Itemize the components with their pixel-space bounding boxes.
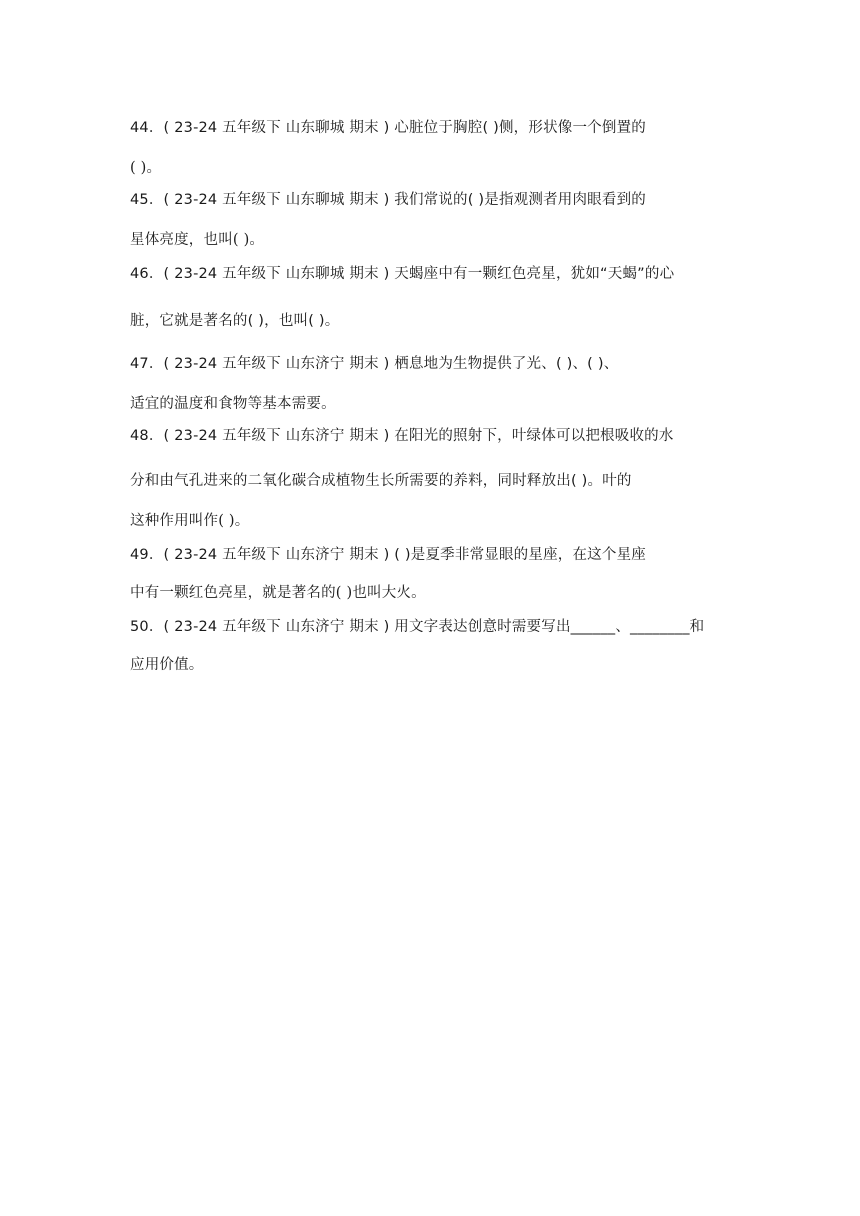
question-49-line-2: 中有一颗红色亮星，就是著名的( )也叫大火。 <box>130 585 426 601</box>
question-45-line-1: 45．( 23-24 五年级下 山东聊城 期末 ) 我们常说的( )是指观测者用肉眼看到的 <box>130 192 646 208</box>
question-48-line-3: 这种作用叫作( )。 <box>130 513 250 529</box>
question-44-line-1: 44．( 23-24 五年级下 山东聊城 期末 ) 心脏位于胸腔( )侧，形状像一个倒置的 <box>130 120 646 136</box>
question-47-line-2: 适宜的温度和食物等基本需要。 <box>130 396 336 412</box>
question-50-line-2: 应用价值。 <box>130 657 204 673</box>
question-48-line-1: 48．( 23-24 五年级下 山东济宁 期末 ) 在阳光的照射下，叶绿体可以把根吸收的水 <box>130 428 674 444</box>
question-49-line-1: 49．( 23-24 五年级下 山东济宁 期末 ) ( )是夏季非常显眼的星座，在这个星座 <box>130 547 646 563</box>
question-44-line-2: ( )。 <box>130 160 162 176</box>
question-46-line-1: 46．( 23-24 五年级下 山东聊城 期末 ) 天蝎座中有一颗红色亮星，犹如“天蝎”的心 <box>130 266 675 282</box>
question-46-line-2: 脏，它就是著名的( )，也叫( )。 <box>130 313 340 329</box>
question-47-line-1: 47．( 23-24 五年级下 山东济宁 期末 ) 栖息地为生物提供了光、( )、( )、 <box>130 356 619 372</box>
question-45-line-2: 星体亮度，也叫( )。 <box>130 232 265 248</box>
question-50-line-1: 50．( 23-24 五年级下 山东济宁 期末 ) 用文字表达创意时需要写出______、________和 <box>130 619 705 635</box>
question-48-line-2: 分和由气孔进来的二氧化碳合成植物生长所需要的养料，同时释放出( )。叶的 <box>130 473 632 489</box>
